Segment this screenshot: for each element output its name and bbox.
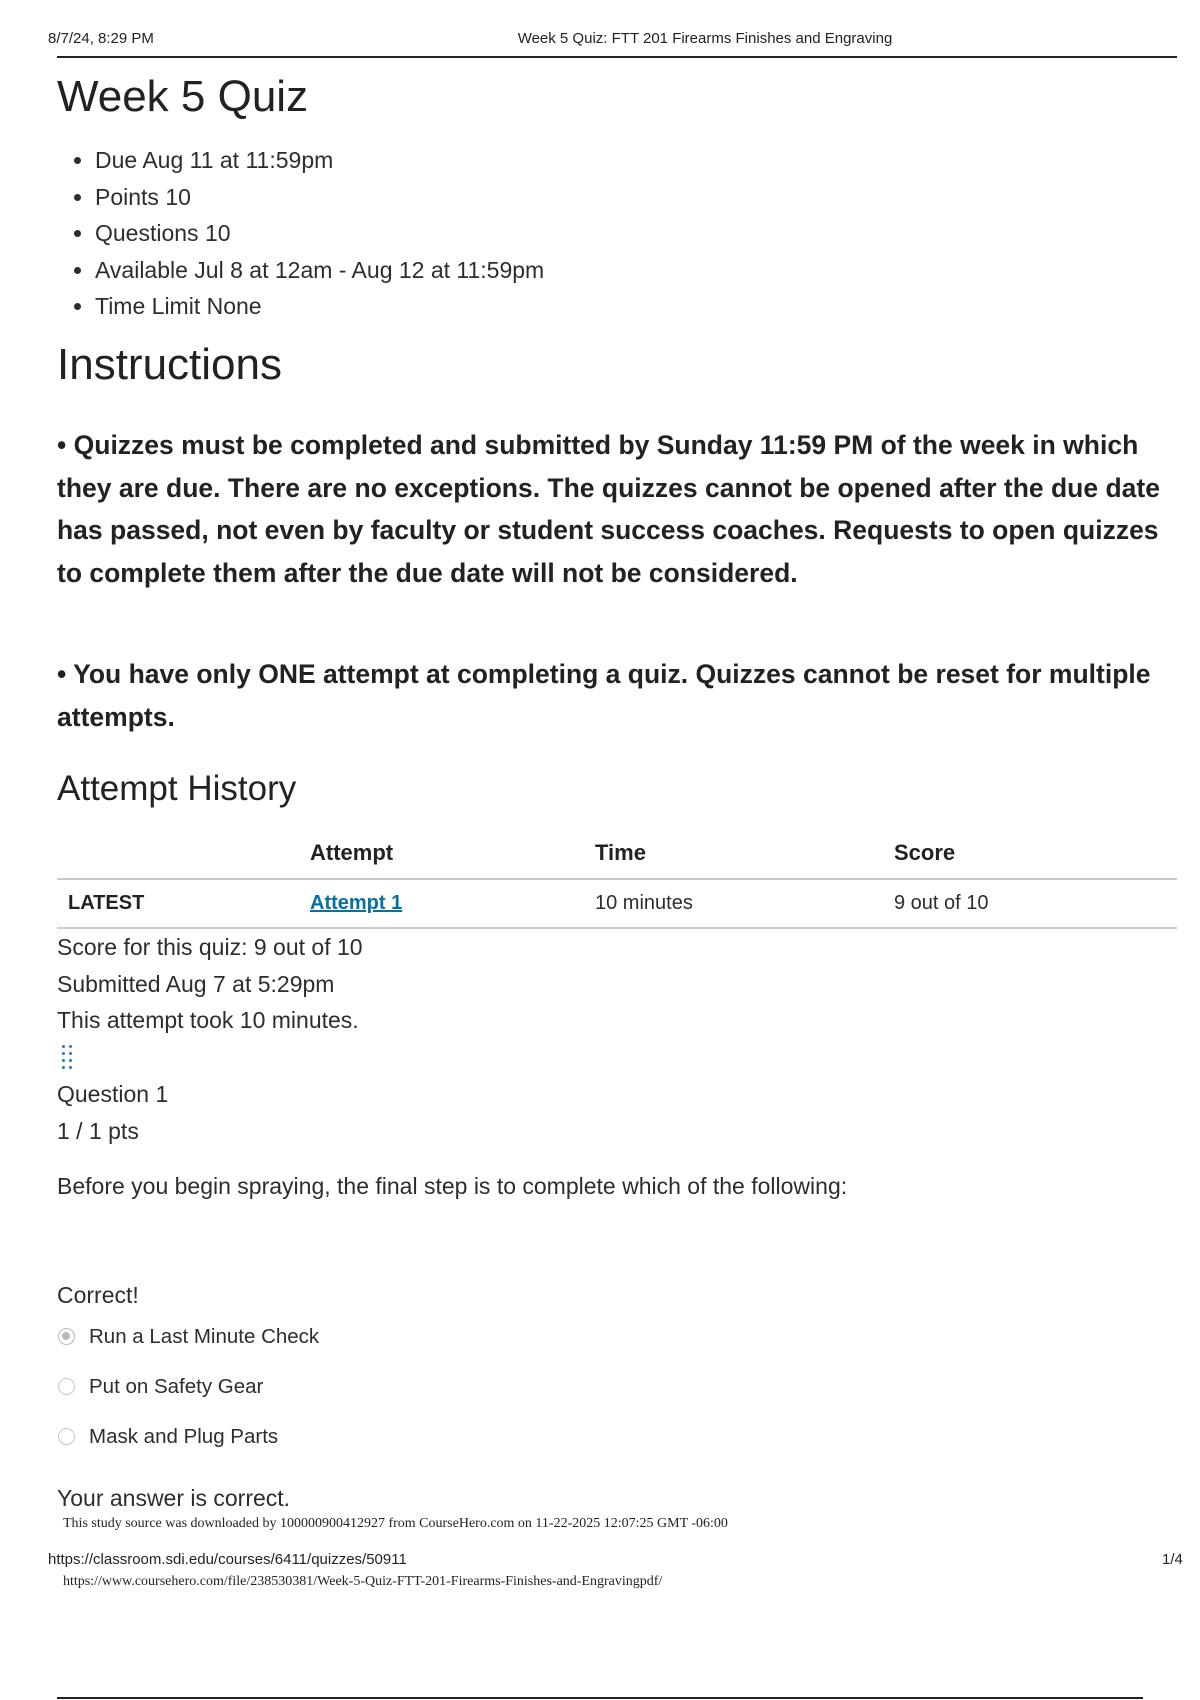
attempt-history-heading: Attempt History	[57, 769, 297, 808]
radio-selected-icon[interactable]	[58, 1328, 75, 1345]
source-download-note: This study source was downloaded by 100000900412927 from CourseHero.com on 11-22-2025 12:07:25 GMT -06:00	[63, 1516, 728, 1531]
drag-handle-icon[interactable]	[62, 1045, 74, 1071]
radio-empty-icon[interactable]	[58, 1378, 75, 1395]
quiz-available: • Available Jul 8 at 12am - Aug 12 at 11:59pm	[95, 252, 544, 289]
page-title: Week 5 Quiz	[57, 72, 309, 121]
source-url: https://www.coursehero.com/file/238530381/Week-5-Quiz-FTT-201-Firearms-Finishes-and-Engravingpdf/	[63, 1574, 663, 1589]
answer-feedback: Your answer is correct.	[57, 1485, 291, 1511]
page-number: 1/4	[1162, 1551, 1183, 1568]
column-header-attempt: Attempt	[310, 840, 394, 865]
attempt-score: 9 out of 10	[894, 892, 989, 914]
quiz-time-limit: • Time Limit None	[95, 288, 544, 325]
instructions-paragraph-attempts: • You have only ONE attempt at completing a quiz. Quizzes cannot be reset for multiple attempts.	[57, 659, 1151, 732]
column-header-score: Score	[894, 840, 956, 865]
question-number: Question 1	[57, 1081, 169, 1107]
question-text: Before you begin spraying, the final step is to complete which of the following:	[57, 1173, 848, 1199]
submitted-date: Submitted Aug 7 at 5:29pm	[57, 971, 335, 997]
latest-label: LATEST	[68, 892, 145, 914]
instructions-heading: Instructions	[57, 340, 282, 389]
quiz-details-list	[57, 142, 544, 325]
table-row-divider	[57, 927, 1177, 929]
attempt-1-link[interactable]: Attempt 1	[310, 892, 403, 914]
column-header-time: Time	[595, 840, 646, 865]
answer-option[interactable]: Put on Safety Gear	[89, 1375, 264, 1398]
footer-url: https://classroom.sdi.edu/courses/6411/quizzes/50911	[48, 1551, 407, 1568]
attempt-time: 10 minutes	[595, 892, 693, 914]
answer-option[interactable]: Run a Last Minute Check	[89, 1325, 320, 1348]
header-divider	[57, 56, 1177, 58]
quiz-questions: • Questions 10	[95, 215, 544, 252]
print-date: 8/7/24, 8:29 PM	[48, 30, 154, 47]
quiz-due: • Due Aug 11 at 11:59pm	[95, 142, 544, 179]
bottom-divider	[57, 1697, 1143, 1699]
radio-empty-icon[interactable]	[58, 1428, 75, 1445]
quiz-points: • Points 10	[95, 179, 544, 216]
table-header-divider	[57, 878, 1177, 880]
instructions-paragraph-deadline: • Quizzes must be completed and submitted by Sunday 11:59 PM of the week in which they are due. There are no exceptions. The quizzes cannot be opened after the due date has passed, not even by faculty or student success coaches. Requests to open quizzes to complete them after the due date will not be considered.	[57, 430, 1160, 588]
question-points: 1 / 1 pts	[57, 1118, 139, 1144]
quiz-score-summary: Score for this quiz: 9 out of 10	[57, 934, 363, 960]
answer-option[interactable]: Mask and Plug Parts	[89, 1425, 279, 1448]
print-doc-title: Week 5 Quiz: FTT 201 Firearms Finishes and Engraving	[517, 30, 893, 47]
attempt-duration: This attempt took 10 minutes.	[57, 1007, 359, 1033]
correct-label: Correct!	[57, 1282, 139, 1308]
